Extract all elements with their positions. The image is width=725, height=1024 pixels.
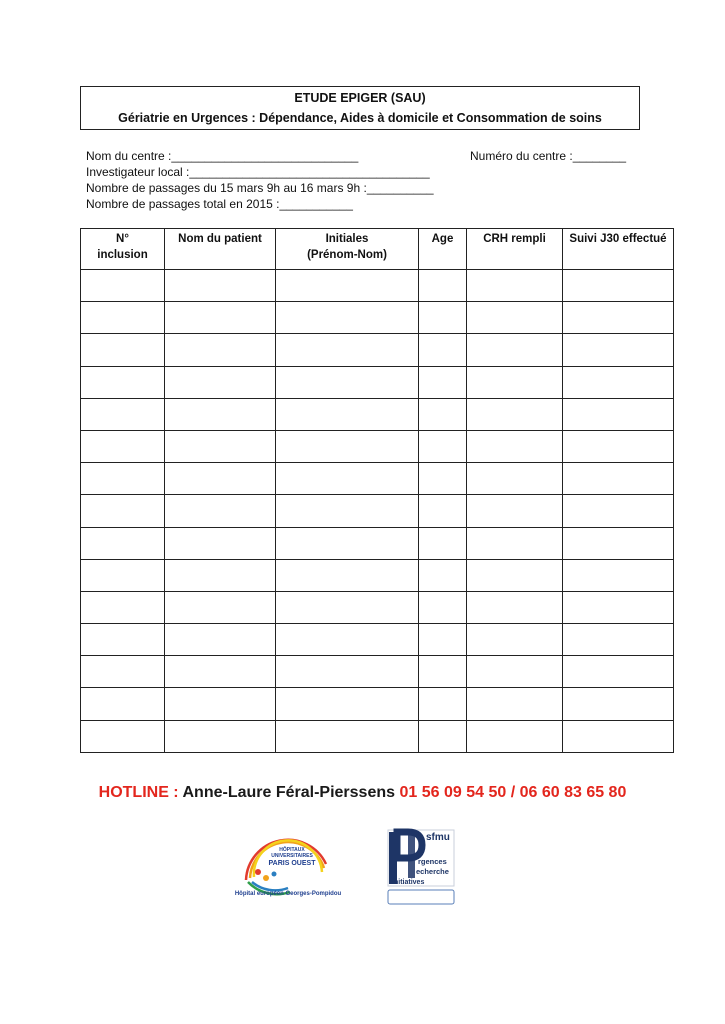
- table-row: [81, 624, 674, 656]
- table-row: [81, 591, 674, 623]
- cell-followup[interactable]: [563, 591, 674, 623]
- cell-crh[interactable]: [467, 463, 563, 495]
- cell-crh[interactable]: [467, 366, 563, 398]
- cell-followup[interactable]: [563, 720, 674, 752]
- table-row: [81, 688, 674, 720]
- cell-initials[interactable]: [276, 495, 419, 527]
- cell-crh[interactable]: [467, 430, 563, 462]
- cell-followup[interactable]: [563, 302, 674, 334]
- cell-inclusion[interactable]: [81, 495, 165, 527]
- cell-crh[interactable]: [467, 559, 563, 591]
- col-header-inclusion: N° inclusion: [81, 229, 165, 270]
- cell-age[interactable]: [419, 688, 467, 720]
- cell-age[interactable]: [419, 398, 467, 430]
- table-row: [81, 720, 674, 752]
- inclusion-table: [80, 228, 674, 753]
- cell-age[interactable]: [419, 334, 467, 366]
- col-header-patient-name: Nom du patient: [165, 229, 276, 270]
- table-header-row: [81, 229, 674, 270]
- table-row: [81, 495, 674, 527]
- hotline-label: HOTLINE :: [98, 784, 179, 801]
- table-row: [81, 463, 674, 495]
- cell-crh[interactable]: [467, 495, 563, 527]
- cell-initials[interactable]: [276, 463, 419, 495]
- cell-inclusion[interactable]: [81, 720, 165, 752]
- study-title: ETUDE EPIGER (SAU): [294, 91, 426, 105]
- cell-age[interactable]: [419, 495, 467, 527]
- cell-inclusion[interactable]: [81, 302, 165, 334]
- cell-inclusion[interactable]: [81, 398, 165, 430]
- cell-inclusion[interactable]: [81, 430, 165, 462]
- cell-initials[interactable]: [276, 624, 419, 656]
- sfmu-recherche: echerche: [416, 867, 449, 876]
- cell-initials[interactable]: [276, 688, 419, 720]
- cell-age[interactable]: [419, 591, 467, 623]
- investigator-field[interactable]: Investigateur local :____________________________________: [86, 165, 430, 179]
- col-header-crh: CRH rempli: [467, 229, 563, 270]
- cell-initials[interactable]: [276, 270, 419, 302]
- hotline-phones: 01 56 09 54 50 / 06 60 83 65 80: [399, 784, 627, 801]
- cell-patient-name[interactable]: [165, 656, 276, 688]
- cell-initials[interactable]: [276, 366, 419, 398]
- cell-patient-name[interactable]: [165, 270, 276, 302]
- table-row: [81, 656, 674, 688]
- cell-inclusion[interactable]: [81, 591, 165, 623]
- sfmu-initiatives: nitiatives: [394, 879, 425, 886]
- cell-followup[interactable]: [563, 688, 674, 720]
- cell-crh[interactable]: [467, 302, 563, 334]
- centre-name-field[interactable]: Nom du centre :____________________________: [86, 149, 359, 163]
- cell-patient-name[interactable]: [165, 591, 276, 623]
- logo-line-paris-ouest: PARIS OUEST: [268, 860, 316, 867]
- table-row: [81, 334, 674, 366]
- cell-followup[interactable]: [563, 463, 674, 495]
- logo-line-hopitaux: HÔPITAUX: [279, 847, 305, 853]
- passages-march-field[interactable]: Nombre de passages du 15 mars 9h au 16 mars 9h :__________: [86, 181, 434, 195]
- cell-age[interactable]: [419, 624, 467, 656]
- cell-initials[interactable]: [276, 559, 419, 591]
- hotline: [0, 784, 725, 802]
- cell-age[interactable]: [419, 463, 467, 495]
- cell-initials[interactable]: [276, 720, 419, 752]
- cell-patient-name[interactable]: [165, 398, 276, 430]
- study-subtitle: Gériatrie en Urgences : Dépendance, Aides à domicile et Consommation de soins: [118, 111, 602, 125]
- cell-initials[interactable]: [276, 527, 419, 559]
- cell-initials[interactable]: [276, 302, 419, 334]
- cell-followup[interactable]: [563, 398, 674, 430]
- study-title-box: [80, 86, 640, 130]
- table-row: [81, 398, 674, 430]
- cell-patient-name[interactable]: [165, 624, 276, 656]
- cell-followup[interactable]: [563, 334, 674, 366]
- cell-followup[interactable]: [563, 624, 674, 656]
- cell-age[interactable]: [419, 720, 467, 752]
- cell-patient-name[interactable]: [165, 527, 276, 559]
- cell-followup[interactable]: [563, 430, 674, 462]
- cell-inclusion[interactable]: [81, 366, 165, 398]
- cell-initials[interactable]: [276, 334, 419, 366]
- cell-followup[interactable]: [563, 495, 674, 527]
- logo-caption-hegp: Hôpital européen Georges-Pompidou: [234, 891, 342, 897]
- sfmu-urgences: rgences: [418, 857, 447, 866]
- cell-patient-name[interactable]: [165, 720, 276, 752]
- table-row: [81, 302, 674, 334]
- cell-patient-name[interactable]: [165, 334, 276, 366]
- table-row: [81, 430, 674, 462]
- sfmu-urgences-recherche-logo: [382, 826, 462, 908]
- col-header-followup: Suivi J30 effectué: [563, 229, 674, 270]
- cell-crh[interactable]: [467, 527, 563, 559]
- centre-number-field[interactable]: Numéro du centre :________: [470, 149, 627, 163]
- cell-age[interactable]: [419, 302, 467, 334]
- cell-crh[interactable]: [467, 624, 563, 656]
- cell-patient-name[interactable]: [165, 366, 276, 398]
- logo-line-universitaires: UNIVERSITAIRES: [271, 853, 313, 859]
- cell-followup[interactable]: [563, 270, 674, 302]
- cell-followup[interactable]: [563, 656, 674, 688]
- cell-followup[interactable]: [563, 366, 674, 398]
- cell-patient-name[interactable]: [165, 302, 276, 334]
- table-row: [81, 270, 674, 302]
- cell-age[interactable]: [419, 366, 467, 398]
- cell-inclusion[interactable]: [81, 559, 165, 591]
- cell-crh[interactable]: [467, 591, 563, 623]
- cell-initials[interactable]: [276, 656, 419, 688]
- cell-patient-name[interactable]: [165, 688, 276, 720]
- cell-age[interactable]: [419, 656, 467, 688]
- cell-age[interactable]: [419, 270, 467, 302]
- cell-crh[interactable]: [467, 398, 563, 430]
- cell-inclusion[interactable]: [81, 656, 165, 688]
- cell-crh[interactable]: [467, 720, 563, 752]
- cell-patient-name[interactable]: [165, 495, 276, 527]
- col-header-initials: Initiales (Prénom-Nom): [276, 229, 419, 270]
- cell-initials[interactable]: [276, 398, 419, 430]
- table-row: [81, 366, 674, 398]
- cell-followup[interactable]: [563, 527, 674, 559]
- table-row: [81, 559, 674, 591]
- cell-crh[interactable]: [467, 334, 563, 366]
- cell-crh[interactable]: [467, 270, 563, 302]
- cell-inclusion[interactable]: [81, 463, 165, 495]
- cell-age[interactable]: [419, 527, 467, 559]
- cell-patient-name[interactable]: [165, 559, 276, 591]
- hotline-contact-name: Anne-Laure Féral-Pierssens: [182, 784, 396, 801]
- cell-initials[interactable]: [276, 591, 419, 623]
- cell-inclusion[interactable]: [81, 334, 165, 366]
- cell-inclusion[interactable]: [81, 527, 165, 559]
- cell-age[interactable]: [419, 430, 467, 462]
- cell-patient-name[interactable]: [165, 463, 276, 495]
- cell-age[interactable]: [419, 559, 467, 591]
- cell-inclusion[interactable]: [81, 624, 165, 656]
- cell-inclusion[interactable]: [81, 270, 165, 302]
- sfmu-badge: sfmu: [426, 832, 450, 843]
- cell-crh[interactable]: [467, 656, 563, 688]
- col-header-age: Age: [419, 229, 467, 270]
- table-row: [81, 527, 674, 559]
- cell-inclusion[interactable]: [81, 688, 165, 720]
- passages-total-field[interactable]: Nombre de passages total en 2015 :___________: [86, 197, 353, 211]
- hopitaux-paris-ouest-logo: [228, 834, 348, 898]
- cell-initials[interactable]: [276, 430, 419, 462]
- cell-patient-name[interactable]: [165, 430, 276, 462]
- cell-crh[interactable]: [467, 688, 563, 720]
- cell-followup[interactable]: [563, 559, 674, 591]
